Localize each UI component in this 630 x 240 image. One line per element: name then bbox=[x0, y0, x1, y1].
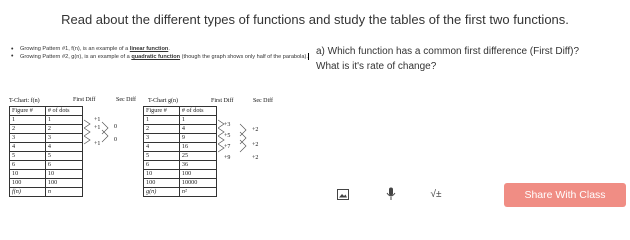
sec-diff-value: +2 bbox=[252, 155, 259, 161]
table-cell: 1 bbox=[10, 116, 46, 125]
text-cursor bbox=[308, 53, 309, 60]
table-cell: 6 bbox=[10, 161, 46, 170]
table-row bbox=[10, 161, 83, 170]
image-icon bbox=[337, 189, 349, 200]
table-cell: 1 bbox=[144, 116, 180, 125]
question-line: a) Which function has a common first difference (First Diff)? bbox=[316, 46, 580, 57]
table-cell: 10000 bbox=[179, 179, 216, 188]
notes-list bbox=[10, 46, 310, 62]
table-cell: 36 bbox=[179, 161, 216, 170]
insert-image-button[interactable] bbox=[332, 183, 354, 205]
sec-diff-value: +2 bbox=[252, 127, 259, 133]
table-cell: 3 bbox=[144, 134, 180, 143]
column-header: Figure # bbox=[10, 107, 46, 116]
table-row bbox=[10, 125, 83, 134]
note-item-linear: • Growing Pattern #1, f(n), is an example of a linear function. bbox=[11, 46, 170, 53]
table-row bbox=[144, 116, 217, 125]
table-cell: 6 bbox=[144, 161, 180, 170]
table-cell: 2 bbox=[45, 125, 82, 134]
table-cell: 25 bbox=[179, 152, 216, 161]
instructions-title: Read about the different types of functions and study the tables of the first two functions. bbox=[61, 12, 569, 27]
quadratic-function-link[interactable]: quadratic function bbox=[131, 54, 181, 61]
question-line: What is it's rate of change? bbox=[316, 61, 437, 72]
table-g bbox=[143, 106, 217, 197]
table-cell: 100 bbox=[45, 179, 82, 188]
table-cell: 4 bbox=[144, 143, 180, 152]
table-cell: 16 bbox=[179, 143, 216, 152]
table-row bbox=[144, 134, 217, 143]
table-cell: 5 bbox=[10, 152, 46, 161]
table-cell: 3 bbox=[45, 134, 82, 143]
table-cell: 9 bbox=[179, 134, 216, 143]
sec-diff-value: 0 bbox=[114, 124, 117, 130]
linear-function-link[interactable]: linear function bbox=[129, 46, 169, 52]
table-cell: 10 bbox=[144, 170, 180, 179]
table-f-difference-brackets bbox=[84, 118, 118, 158]
table-cell: 3 bbox=[10, 134, 46, 143]
table-row bbox=[144, 152, 217, 161]
table-f-first-diff-label: First Diff bbox=[73, 97, 96, 103]
question-block bbox=[316, 44, 579, 74]
table-cell: f(n) bbox=[10, 188, 46, 197]
record-audio-button[interactable] bbox=[380, 183, 402, 205]
sec-diff-value: +2 bbox=[252, 142, 259, 148]
table-row bbox=[144, 188, 217, 197]
table-cell: 100 bbox=[144, 179, 180, 188]
first-diff-value: +1 bbox=[94, 125, 101, 131]
microphone-icon bbox=[386, 187, 396, 201]
table-cell: 5 bbox=[45, 152, 82, 161]
table-row bbox=[10, 116, 83, 125]
table-row bbox=[144, 125, 217, 134]
first-diff-value: +5 bbox=[224, 133, 231, 139]
table-cell: 2 bbox=[144, 125, 180, 134]
table-header-row bbox=[10, 107, 83, 116]
table-cell: 10 bbox=[45, 170, 82, 179]
table-cell: 100 bbox=[10, 179, 46, 188]
first-diff-value: +1 bbox=[94, 117, 101, 123]
table-cell: n bbox=[45, 188, 82, 197]
table-g-first-diff-label: First Diff bbox=[211, 98, 234, 104]
note-text: Growing Pattern #2, g(n), is an example of a bbox=[20, 54, 132, 61]
note-text: Growing Pattern #1, f(n), is an example of a bbox=[20, 46, 130, 52]
table-row bbox=[10, 170, 83, 179]
math-input-button[interactable]: √± bbox=[430, 188, 442, 200]
column-header: # of dots bbox=[179, 107, 216, 116]
table-cell: n² bbox=[179, 188, 216, 197]
first-diff-value: +9 bbox=[224, 155, 231, 161]
table-f bbox=[9, 106, 83, 197]
table-cell: 6 bbox=[45, 161, 82, 170]
table-cell: 4 bbox=[10, 143, 46, 152]
table-cell: 5 bbox=[144, 152, 180, 161]
table-row bbox=[10, 179, 83, 188]
table-row bbox=[144, 179, 217, 188]
first-diff-value: +3 bbox=[224, 122, 231, 128]
note-text: (though the graph shows only half of the parabola). bbox=[180, 54, 308, 61]
table-row bbox=[144, 161, 217, 170]
table-cell: g(n) bbox=[144, 188, 180, 197]
column-header: # of dots bbox=[45, 107, 82, 116]
table-g-caption: T-Chart g(n) bbox=[148, 98, 178, 104]
table-f-caption: T-Chart: f(n) bbox=[9, 98, 40, 104]
table-row bbox=[10, 188, 83, 197]
table-cell: 4 bbox=[179, 125, 216, 134]
table-row bbox=[10, 152, 83, 161]
table-cell: 4 bbox=[45, 143, 82, 152]
table-row bbox=[144, 143, 217, 152]
share-with-class-button[interactable]: Share With Class bbox=[504, 183, 626, 207]
table-g-sec-diff-label: Sec Diff bbox=[253, 98, 274, 104]
table-cell: 1 bbox=[45, 116, 82, 125]
table-row bbox=[144, 170, 217, 179]
table-cell: 1 bbox=[179, 116, 216, 125]
table-row bbox=[10, 134, 83, 143]
table-cell: 2 bbox=[10, 125, 46, 134]
note-item-quadratic: • Growing Pattern #2, g(n), is an example of a quadratic function (though the graph shows only half of the parabola). bbox=[11, 53, 308, 61]
note-text: . bbox=[168, 46, 170, 52]
first-diff-value: +1 bbox=[94, 141, 101, 147]
table-f-sec-diff-label: Sec Diff bbox=[116, 97, 137, 103]
table-header-row bbox=[144, 107, 217, 116]
first-diff-value: +7 bbox=[224, 144, 231, 150]
column-header: Figure # bbox=[144, 107, 180, 116]
table-row bbox=[10, 143, 83, 152]
table-cell: 10 bbox=[10, 170, 46, 179]
table-cell: 100 bbox=[179, 170, 216, 179]
sec-diff-value: 0 bbox=[114, 137, 117, 143]
